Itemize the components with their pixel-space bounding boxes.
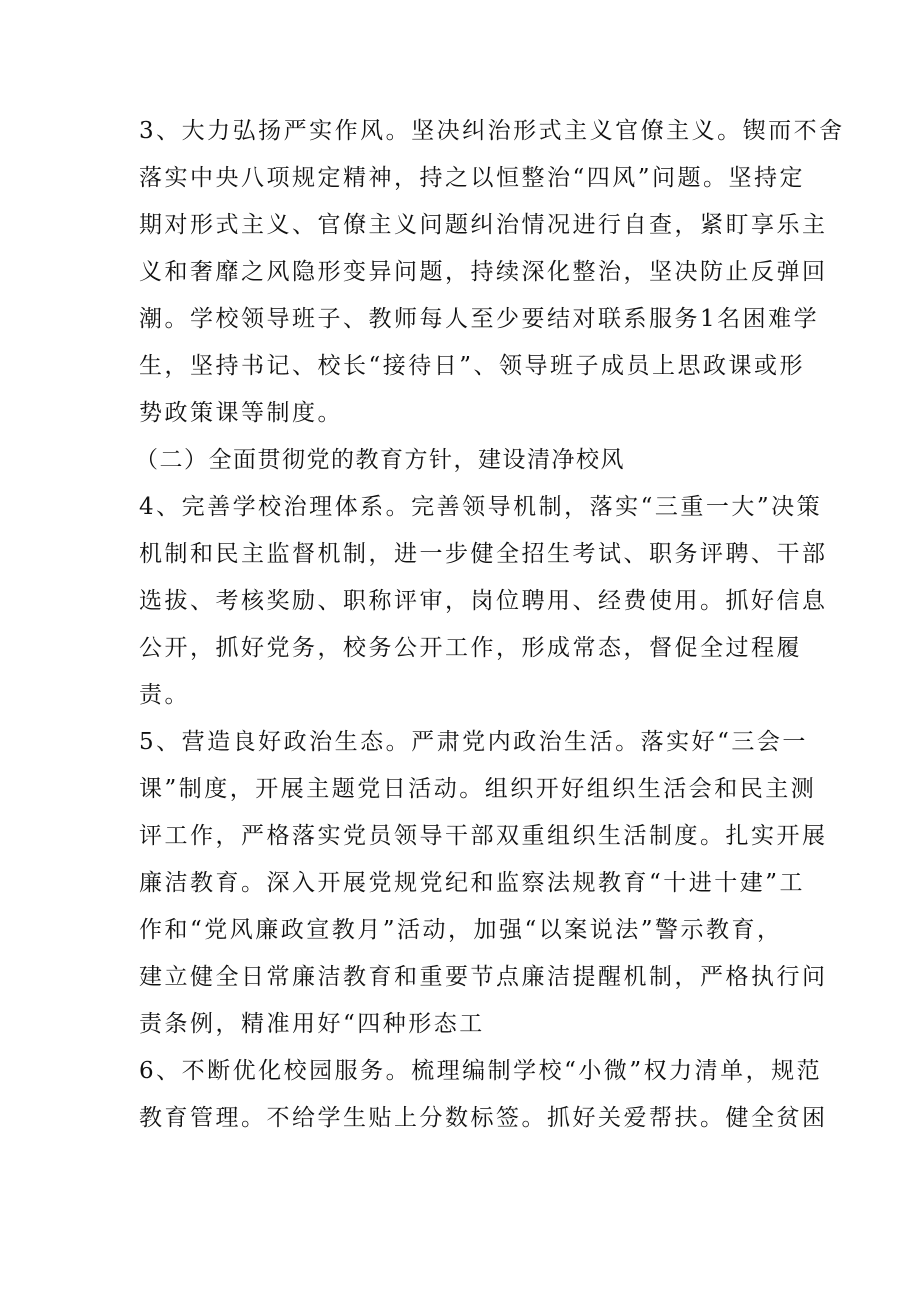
paragraph-6-line-1: 6、不断优化校园服务。梳理编制学校“小微”权力清单，规范 bbox=[139, 1058, 823, 1084]
paragraph-6-line-2: 教育管理。不给学生贴上分数标签。抓好关爱帮扶。健全贫困 bbox=[139, 1105, 828, 1131]
paragraph-5-line-2: 课”制度，开展主题党日活动。组织开好组织生活会和民主测 bbox=[139, 776, 817, 802]
paragraph-5-line-7: 责条例，精准用好“四种形态工 bbox=[139, 1011, 485, 1037]
paragraph-3-line-6: 生，坚持书记、校长“接待日”、领导班子成员上思政课或形 bbox=[139, 353, 806, 379]
paragraph-4-line-5: 责。 bbox=[139, 682, 190, 708]
paragraph-4-line-1: 4、完善学校治理体系。完善领导机制，落实“三重一大”决策 bbox=[139, 494, 823, 520]
paragraph-3-line-7: 势政策课等制度。 bbox=[139, 400, 343, 426]
paragraph-3-line-1: 3、大力弘扬严实作风。坚决纠治形式主义官僚主义。锲而不舍 bbox=[139, 118, 845, 144]
paragraph-4-line-2: 机制和民主监督机制，进一步健全招生考试、职务评聘、干部 bbox=[139, 541, 828, 567]
paragraph-5-line-6: 建立健全日常廉洁教育和重要节点廉洁提醒机制，严格执行问 bbox=[139, 964, 828, 990]
paragraph-3-line-3: 期对形式主义、官僚主义问题纠治情况进行自查，紧盯享乐主 bbox=[139, 212, 828, 238]
paragraph-3-line-4: 义和奢靡之风隐形变异问题，持续深化整治，坚决防止反弹回 bbox=[139, 259, 828, 285]
paragraph-3-line-5: 潮。学校领导班子、教师每人至少要结对联系服务1名困难学 bbox=[139, 306, 820, 332]
paragraph-5-line-1: 5、营造良好政治生态。严肃党内政治生活。落实好“三会一 bbox=[139, 729, 808, 755]
paragraph-5-line-3: 评工作，严格落实党员领导干部双重组织生活制度。扎实开展 bbox=[139, 823, 828, 849]
paragraph-3-line-2: 落实中央八项规定精神，持之以恒整治“四风”问题。坚持定 bbox=[139, 165, 806, 191]
paragraph-5-line-4: 廉洁教育。深入开展党规党纪和监察法规教育“十进十建”工 bbox=[139, 870, 806, 896]
paragraph-4-line-4: 公开，抓好党务，校务公开工作，形成常态，督促全过程履 bbox=[139, 635, 802, 661]
paragraph-5-line-5: 作和“党风廉政宣教月”活动，加强“以案说法”警示教育， bbox=[139, 917, 783, 943]
paragraph-4-line-3: 选拔、考核奖励、职称评审，岗位聘用、经费使用。抓好信息 bbox=[139, 588, 828, 614]
section-heading: （二）全面贯彻党的教育方针，建设清净校风 bbox=[135, 447, 625, 473]
